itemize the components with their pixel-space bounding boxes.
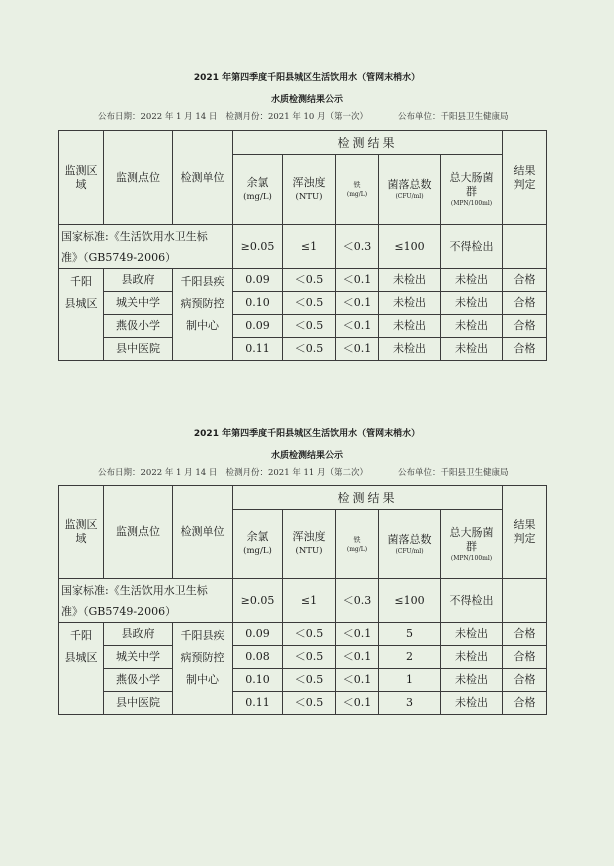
row-bacteria: 5 <box>379 623 441 646</box>
meta-dates <box>98 466 368 480</box>
row-iron: ＜0.1 <box>336 338 379 361</box>
row-coliform: 未检出 <box>441 646 503 669</box>
row-turbidity: ＜0.5 <box>283 646 336 669</box>
header-chlorine: 余氯 (mg/L) <box>233 510 283 579</box>
row-turbidity: ＜0.5 <box>283 669 336 692</box>
row-iron: ＜0.1 <box>336 692 379 715</box>
header-coliform: 总大肠菌 群 (MPN/100ml) <box>441 155 503 225</box>
test-month: 检测月份：2021 年 10 月（第一次） <box>225 112 369 122</box>
report-subtitle: 水质检测结果公示 <box>270 95 343 105</box>
standard-iron: ＜0.3 <box>336 579 379 623</box>
header-chlorine: 余氯 (mg/L) <box>233 155 283 225</box>
publish-date: 公布日期：2022 年 1 月 14 日 <box>98 112 218 122</box>
row-turbidity: ＜0.5 <box>283 315 336 338</box>
row-bacteria: 1 <box>379 669 441 692</box>
row-point: 燕伋小学 <box>104 669 173 692</box>
row-iron: ＜0.1 <box>336 315 379 338</box>
header-bacteria: 菌落总数 (CFU/ml) <box>379 155 441 225</box>
header-region: 监测区 域 <box>59 131 104 225</box>
standard-label: 国家标准:《生活饮用水卫生标 准》（GB5749-2006） <box>59 225 233 269</box>
header-turbidity: 浑浊度 (NTU) <box>283 510 336 579</box>
standard-turbidity: ≤1 <box>283 579 336 623</box>
header-unit: 检测单位 <box>173 131 233 225</box>
row-point: 城关中学 <box>104 292 173 315</box>
header-verdict: 结果 判定 <box>503 486 547 579</box>
row-chlorine: 0.08 <box>233 646 283 669</box>
report-meta <box>0 110 614 124</box>
row-bacteria: 2 <box>379 646 441 669</box>
standard-chlorine: ≥0.05 <box>233 225 283 269</box>
meta-dates <box>98 110 368 124</box>
region-cell: 千阳 县城区 <box>59 623 104 715</box>
row-bacteria: 未检出 <box>379 269 441 292</box>
header-unit: 检测单位 <box>173 486 233 579</box>
row-turbidity: ＜0.5 <box>283 269 336 292</box>
header-results-group: 检测结果 <box>233 486 503 510</box>
row-coliform: 未检出 <box>441 269 503 292</box>
lab-cell: 千阳县疾 病预防控 制中心 <box>173 269 233 361</box>
row-point: 县政府 <box>104 269 173 292</box>
header-iron: 铁 (mg/L) <box>336 510 379 579</box>
header-region: 监测区 域 <box>59 486 104 579</box>
row-iron: ＜0.1 <box>336 669 379 692</box>
lab-cell: 千阳县疾 病预防控 制中心 <box>173 623 233 715</box>
standard-verdict <box>503 579 547 623</box>
test-month: 检测月份：2021 年 11 月（第二次） <box>225 468 369 478</box>
row-turbidity: ＜0.5 <box>283 292 336 315</box>
row-verdict: 合格 <box>503 269 547 292</box>
publisher: 公布单位：千阳县卫生健康局 <box>398 468 509 478</box>
row-chlorine: 0.11 <box>233 692 283 715</box>
row-bacteria: 未检出 <box>379 338 441 361</box>
row-chlorine: 0.10 <box>233 292 283 315</box>
row-turbidity: ＜0.5 <box>283 338 336 361</box>
row-turbidity: ＜0.5 <box>283 623 336 646</box>
header-results-group: 检测结果 <box>233 131 503 155</box>
row-chlorine: 0.11 <box>233 338 283 361</box>
row-iron: ＜0.1 <box>336 292 379 315</box>
report-subtitle: 水质检测结果公示 <box>270 451 343 461</box>
report-meta <box>0 466 614 480</box>
header-point: 监测点位 <box>104 486 173 579</box>
results-table <box>58 130 547 361</box>
row-bacteria: 未检出 <box>379 315 441 338</box>
row-bacteria: 3 <box>379 692 441 715</box>
header-bacteria: 菌落总数 (CFU/ml) <box>379 510 441 579</box>
header-iron: 铁 (mg/L) <box>336 155 379 225</box>
row-verdict: 合格 <box>503 292 547 315</box>
row-point: 燕伋小学 <box>104 315 173 338</box>
header-verdict: 结果 判定 <box>503 131 547 225</box>
row-iron: ＜0.1 <box>336 646 379 669</box>
standard-iron: ＜0.3 <box>336 225 379 269</box>
standard-chlorine: ≥0.05 <box>233 579 283 623</box>
standard-coliform: 不得检出 <box>441 225 503 269</box>
report-november <box>0 428 614 709</box>
row-point: 县政府 <box>104 623 173 646</box>
standard-turbidity: ≤1 <box>283 225 336 269</box>
row-verdict: 合格 <box>503 669 547 692</box>
row-coliform: 未检出 <box>441 315 503 338</box>
row-chlorine: 0.09 <box>233 315 283 338</box>
publish-date: 公布日期：2022 年 1 月 14 日 <box>98 468 218 478</box>
row-chlorine: 0.09 <box>233 269 283 292</box>
row-chlorine: 0.09 <box>233 623 283 646</box>
report-october <box>0 72 614 355</box>
standard-label: 国家标准:《生活饮用水卫生标 准》（GB5749-2006） <box>59 579 233 623</box>
publisher: 公布单位：千阳县卫生健康局 <box>398 112 509 122</box>
row-coliform: 未检出 <box>441 338 503 361</box>
row-verdict: 合格 <box>503 646 547 669</box>
row-iron: ＜0.1 <box>336 269 379 292</box>
row-verdict: 合格 <box>503 338 547 361</box>
report-title: 2021 年第四季度千阳县城区生活饮用水（管网末梢水） <box>193 73 421 83</box>
results-table <box>58 485 547 715</box>
row-coliform: 未检出 <box>441 292 503 315</box>
standard-coliform: 不得检出 <box>441 579 503 623</box>
standard-bacteria: ≤100 <box>379 579 441 623</box>
standard-verdict <box>503 225 547 269</box>
row-point: 县中医院 <box>104 692 173 715</box>
row-coliform: 未检出 <box>441 692 503 715</box>
row-turbidity: ＜0.5 <box>283 692 336 715</box>
row-bacteria: 未检出 <box>379 292 441 315</box>
row-iron: ＜0.1 <box>336 623 379 646</box>
standard-bacteria: ≤100 <box>379 225 441 269</box>
header-turbidity: 浑浊度 (NTU) <box>283 155 336 225</box>
row-coliform: 未检出 <box>441 669 503 692</box>
row-verdict: 合格 <box>503 315 547 338</box>
row-coliform: 未检出 <box>441 623 503 646</box>
row-point: 县中医院 <box>104 338 173 361</box>
header-point: 监测点位 <box>104 131 173 225</box>
row-chlorine: 0.10 <box>233 669 283 692</box>
header-coliform: 总大肠菌 群 (MPN/100ml) <box>441 510 503 579</box>
row-point: 城关中学 <box>104 646 173 669</box>
report-title: 2021 年第四季度千阳县城区生活饮用水（管网末梢水） <box>193 429 421 439</box>
row-verdict: 合格 <box>503 692 547 715</box>
region-cell: 千阳 县城区 <box>59 269 104 361</box>
row-verdict: 合格 <box>503 623 547 646</box>
